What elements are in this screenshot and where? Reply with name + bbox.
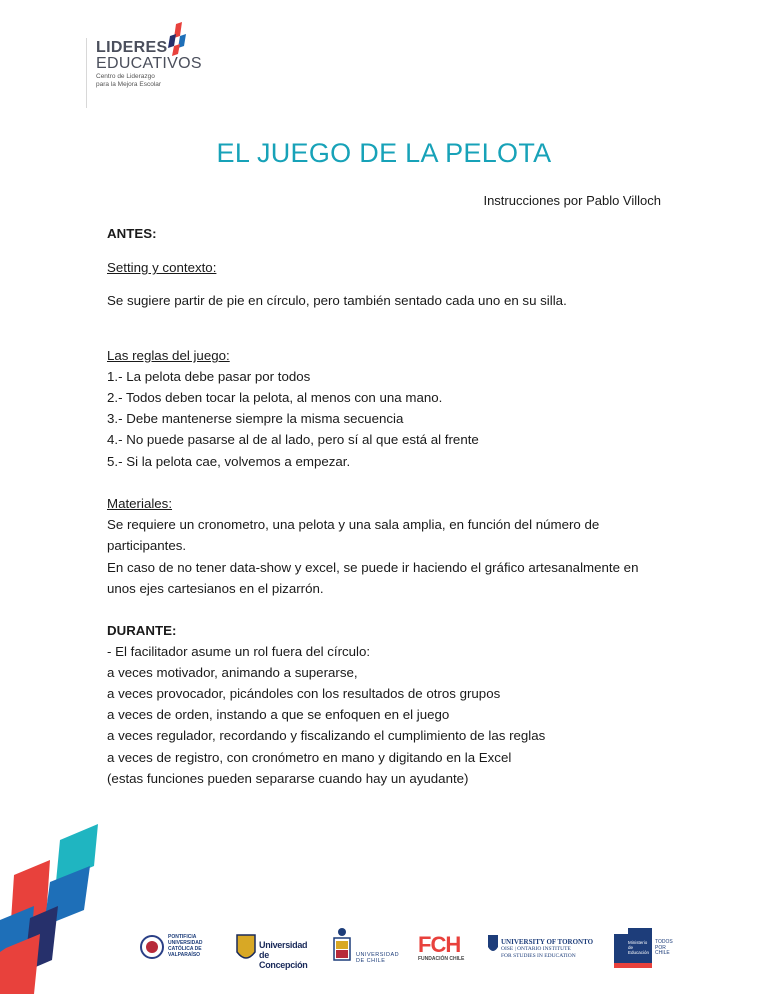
durante-line: a veces regulador, recordando y fiscalizando el cumplimiento de las reglas (107, 728, 546, 743)
logo-tagline-1: Centro de Liderazgo (96, 73, 155, 80)
partner-uchile (332, 922, 398, 972)
durante-line: a veces motivador, animando a superarse, (107, 665, 358, 680)
pucv-line: PONTIFICIA (168, 934, 197, 940)
materiales-line: En caso de no tener data-show y excel, se puede ir haciendo el gráfico artesanalmente en (107, 560, 639, 575)
materiales-line: participantes. (107, 538, 187, 553)
todos-line: CHILE (655, 950, 670, 956)
partner-fch (418, 922, 472, 972)
udec-line: de Concepción (259, 950, 308, 970)
materiales-line: Se requiere un cronometro, una pelota y una sala amplia, en función del número de (107, 517, 600, 532)
uoft-crest-icon (487, 934, 499, 956)
reglas-heading: Las reglas del juego: (107, 348, 230, 363)
udec-text (259, 940, 316, 970)
pucv-text (168, 934, 202, 958)
partner-pucv (140, 922, 202, 972)
mineduc-text (628, 940, 652, 955)
regla-item: 2.- Todos deben tocar la pelota, al menos con una mano. (107, 390, 443, 405)
materiales-line: unos ejes cartesianos en el pizarrón. (107, 581, 324, 596)
logo-divider (86, 38, 87, 108)
todos-line: TODOS (655, 939, 673, 945)
durante-line: (estas funciones pueden separarse cuando hay un ayudante) (107, 771, 469, 786)
pucv-seal-icon (140, 930, 164, 964)
section-durante: DURANTE: (107, 623, 177, 638)
materiales-heading: Materiales: (107, 496, 173, 511)
durante-line: - El facilitador asume un rol fuera del círculo: (107, 644, 371, 659)
todos-line: POR (655, 944, 666, 951)
uchile-text (356, 952, 399, 964)
udec-shield-icon (236, 934, 256, 964)
setting-heading: Setting y contexto: (107, 260, 217, 275)
fch-subtitle: FUNDACIÓN CHILE (418, 956, 465, 962)
logo-line-1: LIDERES (96, 39, 168, 56)
durante-line: a veces de orden, instando a que se enfoquen en el juego (107, 707, 450, 722)
durante-line: a veces de registro, con cronómetro en mano y digitando en la Excel (107, 750, 512, 765)
uchile-line: UNIVERSIDAD (356, 952, 400, 958)
partner-uoft (487, 922, 603, 972)
uchile-line: DE CHILE (356, 958, 386, 964)
uoft-line: OISE | ONTARIO INSTITUTE (501, 946, 571, 952)
lideres-educativos-logo (86, 20, 206, 95)
logo-mark-icon (164, 20, 188, 60)
setting-text: Se sugiere partir de pie en círculo, pero también sentado cada uno en su silla. (107, 293, 567, 308)
regla-item: 3.- Debe mantenerse siempre la misma secuencia (107, 411, 404, 426)
regla-item: 5.- Si la pelota cae, volvemos a empezar. (107, 454, 351, 469)
author-line: Instrucciones por Pablo Villoch (483, 193, 661, 208)
mineduc-block (614, 928, 652, 968)
decorative-shapes (0, 820, 110, 994)
fch-wordmark: FCH (418, 932, 461, 957)
partner-udec (236, 922, 316, 972)
durante-line: a veces provocador, picándoles con los resultados de otros grupos (107, 686, 501, 701)
mineduc-line: Educación (628, 950, 650, 955)
logo-tagline (96, 73, 196, 89)
partner-mineduc (614, 922, 678, 972)
uoft-line: FOR STUDIES IN EDUCATION (501, 953, 576, 959)
udec-line: Universidad (259, 940, 308, 950)
logo-tagline-2: para la Mejora Escolar (96, 81, 162, 88)
todos-por-chile (655, 940, 673, 957)
regla-item: 1.- La pelota debe pasar por todos (107, 369, 311, 384)
uchile-crest-icon (332, 926, 352, 970)
uoft-line: UNIVERSITY OF TORONTO (501, 938, 594, 946)
pucv-line: CATÓLICA DE (168, 946, 202, 952)
regla-item: 4.- No puede pasarse al de al lado, pero sí al que está al frente (107, 432, 479, 447)
mineduc-line: Ministerio de (628, 940, 648, 950)
uoft-text (501, 938, 593, 960)
section-antes: ANTES: (107, 226, 157, 241)
page-title: EL JUEGO DE LA PELOTA (216, 138, 552, 168)
pucv-line: UNIVERSIDAD (168, 940, 203, 946)
pucv-line: VALPARAÍSO (168, 952, 201, 958)
logo-line-2: EDUCATIVOS (96, 55, 202, 72)
